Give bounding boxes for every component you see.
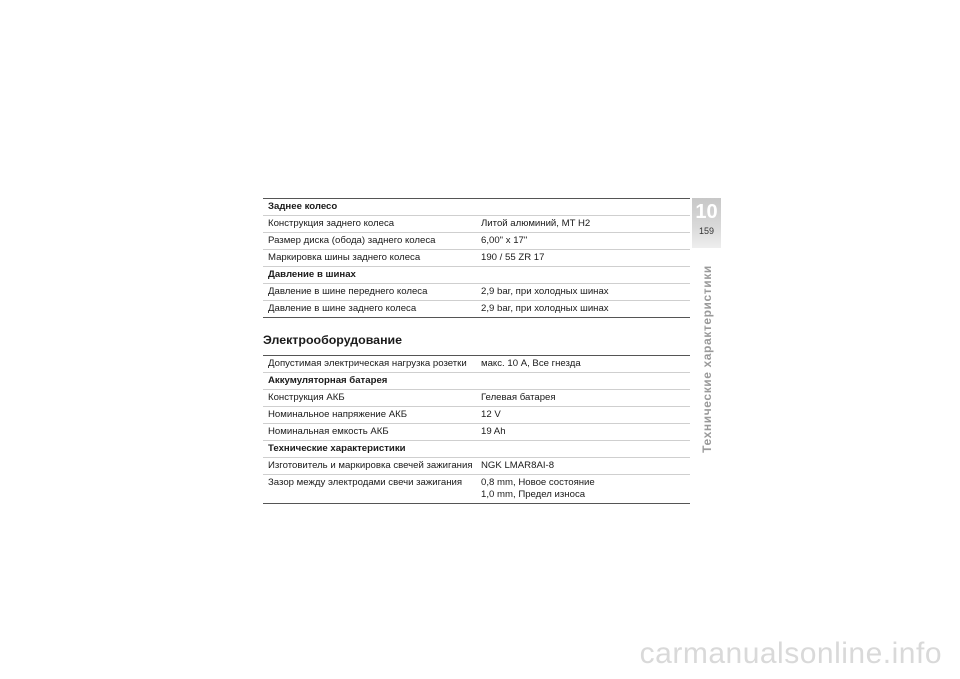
row-value: 190 / 55 ZR 17 — [481, 252, 545, 263]
section-heading-electrics: Электрооборудование — [263, 333, 403, 347]
table-row — [263, 250, 690, 267]
table-row — [263, 424, 690, 441]
value-line: 0,8 mm, Новое состояние — [481, 477, 595, 488]
chapter-title-vertical: Технические характеристики — [699, 265, 714, 453]
chapter-badge — [692, 198, 721, 248]
row-label: Давление в шине переднего колеса — [268, 286, 428, 297]
table-row — [263, 390, 690, 407]
row-value: 2,9 bar, при холодных шинах — [481, 286, 609, 297]
row-value: макс. 10 A, Все гнезда — [481, 358, 581, 369]
row-value: 12 V — [481, 409, 501, 420]
row-value: 2,9 bar, при холодных шинах — [481, 303, 609, 314]
spec-content — [263, 198, 690, 504]
row-label: Допустимая электрическая нагрузка розетки — [268, 358, 467, 369]
page-number: 159 — [698, 226, 715, 236]
table-row — [263, 284, 690, 301]
value-line: 1,0 mm, Предел износа — [481, 489, 586, 500]
table-row — [263, 475, 690, 504]
row-label: Размер диска (обода) заднего колеса — [268, 235, 436, 246]
row-label: Конструкция АКБ — [268, 392, 345, 403]
section-title-tech: Технические характеристики — [263, 441, 690, 458]
table-row — [263, 233, 690, 250]
row-label: Номинальное напряжение АКБ — [268, 409, 408, 420]
row-value: Гелевая батарея — [481, 392, 556, 403]
row-label: Номинальная емкость АКБ — [268, 426, 389, 437]
watermark: carmanualsonline.info — [639, 637, 942, 670]
electrics-table — [263, 355, 690, 504]
row-value: Литой алюминий, MT H2 — [481, 218, 591, 229]
row-label: Конструкция заднего колеса — [268, 218, 395, 229]
row-value: NGK LMAR8AI-8 — [481, 460, 555, 471]
row-value — [475, 477, 690, 501]
chapter-number: 10 — [695, 201, 718, 223]
row-label: Зазор между электродами свечи зажигания — [268, 477, 463, 488]
row-value: 19 Ah — [481, 426, 506, 437]
row-value: 6,00" x 17" — [481, 235, 528, 246]
row-label: Изготовитель и маркировка свечей зажигания — [268, 460, 473, 471]
row-label: Давление в шине заднего колеса — [268, 303, 417, 314]
row-label: Маркировка шины заднего колеса — [268, 252, 421, 263]
table-row — [263, 216, 690, 233]
table-row — [263, 301, 690, 318]
rear-wheel-table — [263, 198, 690, 318]
table-row — [263, 407, 690, 424]
section-title-battery: Аккумуляторная батарея — [263, 373, 690, 390]
table-row — [263, 356, 690, 373]
chapter-tab — [692, 198, 721, 248]
section-title-rear-wheel: Заднее колесо — [263, 199, 690, 216]
chapter-title-wrap — [692, 265, 721, 453]
section-title-tire-pressure: Давление в шинах — [263, 267, 690, 284]
table-row — [263, 458, 690, 475]
